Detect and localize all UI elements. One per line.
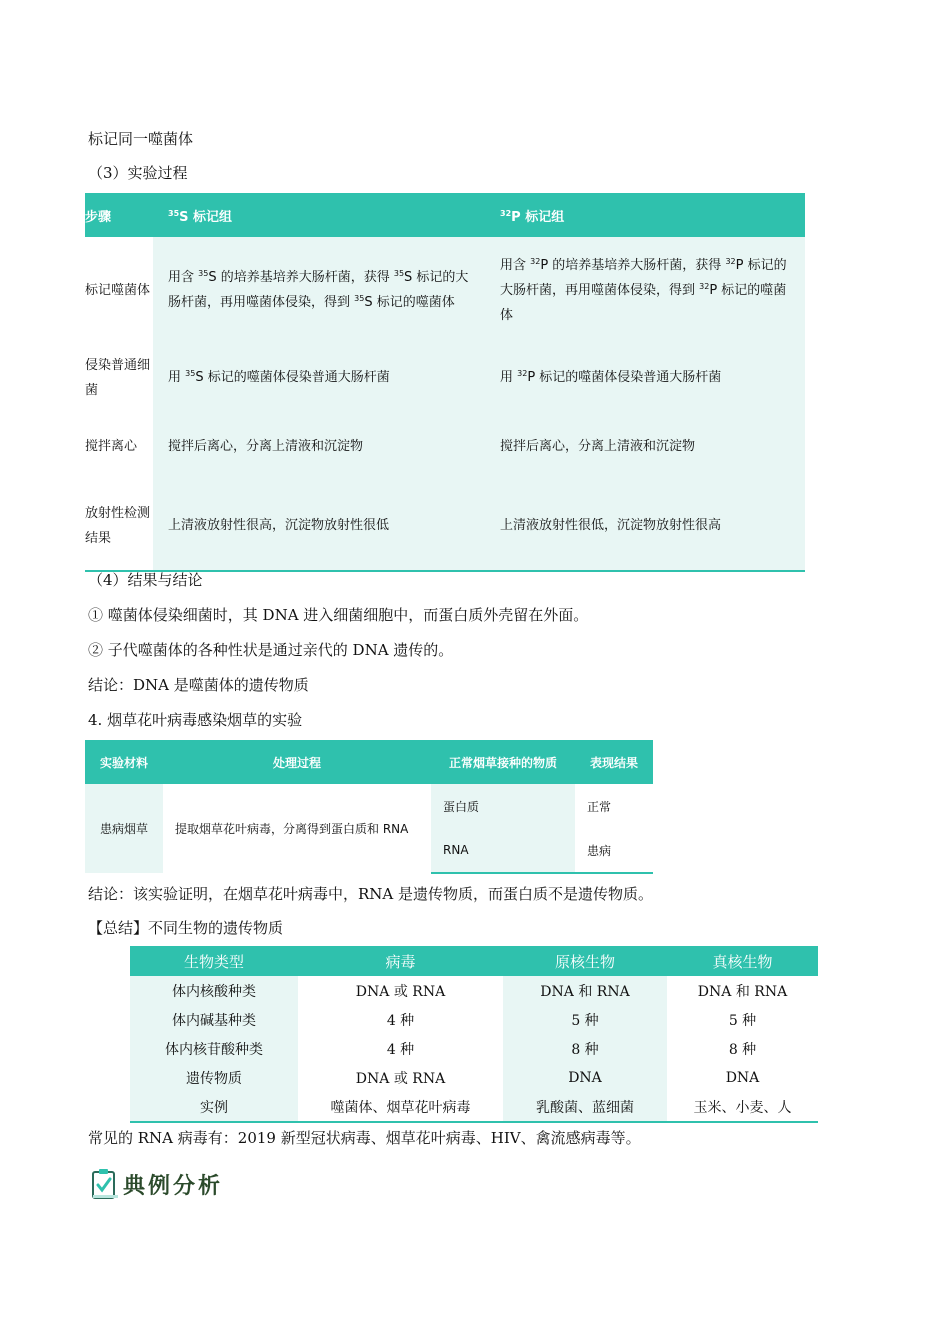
header-substance: 正常烟草接种的物质	[431, 740, 575, 784]
result-cell: 患病	[575, 828, 653, 873]
table-cell: DNA 和 RNA	[503, 976, 667, 1005]
table-row	[130, 1005, 818, 1034]
table-cell: 玉米、小麦、人	[667, 1092, 818, 1122]
result-item-2: ② 子代噬菌体的各种性状是通过亲代的 DNA 遗传的。	[88, 641, 454, 659]
section-heading-process: （3）实验过程	[88, 164, 188, 182]
header-p32: $^{32}$P 标记组	[485, 193, 805, 237]
table-row	[130, 1063, 818, 1092]
row-label: 体内核苷酸种类	[130, 1034, 298, 1063]
p32-cell: 上清液放射性很低，沉淀物放射性很高	[485, 481, 805, 571]
table-row	[85, 237, 805, 343]
header-s35: $^{35}$S 标记组	[153, 193, 485, 237]
table-row	[130, 1092, 818, 1122]
header-prokaryote: 原核生物	[503, 946, 667, 976]
experiment-process-table	[85, 193, 805, 572]
row-label: 体内核酸种类	[130, 976, 298, 1005]
s35-cell: 用含 $^{35}$S 的培养基培养大肠杆菌，获得 $^{35}$S 标记的大肠杆菌，再用噬菌体侵染，得到 $^{35}$S 标记的噬菌体	[153, 237, 485, 343]
section-heading-tmv: 4. 烟草花叶病毒感染烟草的实验	[88, 711, 303, 729]
table-cell: DNA 和 RNA	[697, 983, 788, 1000]
table-row	[130, 976, 818, 1005]
logo-text: 典例分析	[123, 1173, 224, 1199]
table-row	[130, 1034, 818, 1063]
result-item-1: ① 噬菌体侵染细菌时，其 DNA 进入细菌细胞中，而蛋白质外壳留在外面。	[88, 606, 589, 624]
row-label: 体内碱基种类	[130, 1005, 298, 1034]
header-eukaryote: 真核生物	[667, 946, 818, 976]
substance-cell: RNA	[431, 828, 575, 873]
row-label: 实例	[130, 1092, 298, 1122]
table-cell: 5 种	[728, 1012, 757, 1029]
table-cell: 8 种	[503, 1034, 667, 1063]
step-label: 侵染普通细菌	[85, 343, 153, 412]
tmv-experiment-table	[85, 740, 653, 874]
header-virus: 病毒	[298, 946, 503, 976]
table-row	[85, 784, 653, 828]
table-cell: 噬菌体、烟草花叶病毒	[298, 1092, 503, 1122]
table-header-row	[130, 946, 818, 976]
rna-virus-note: 常见的 RNA 病毒有：2019 新型冠状病毒、烟草花叶病毒、HIV、禽流感病毒等。	[88, 1129, 641, 1147]
s35-cell: 搅拌后离心，分离上清液和沉淀物	[153, 412, 485, 481]
s35-cell: 上清液放射性很高，沉淀物放射性很低	[153, 481, 485, 571]
process-cell: 提取烟草花叶病毒，分离得到蛋白质和 RNA	[175, 822, 409, 836]
header-material: 实验材料	[85, 740, 163, 784]
table-cell: DNA	[503, 1063, 667, 1092]
result-cell: 正常	[587, 799, 612, 814]
substance-cell: 蛋白质	[431, 784, 575, 828]
table-cell: DNA 或 RNA	[355, 983, 446, 1000]
header-result: 表现结果	[575, 740, 653, 784]
table-header-row	[85, 740, 653, 784]
genetic-material-table	[130, 946, 818, 1123]
table-cell: 4 种	[386, 1041, 415, 1058]
s35-cell: 用 $^{35}$S 标记的噬菌体侵染普通大肠杆菌	[153, 343, 485, 412]
table-cell: DNA	[725, 1069, 760, 1086]
table-cell: 4 种	[386, 1012, 415, 1029]
checklist-icon	[90, 1167, 120, 1201]
table-row	[85, 481, 805, 571]
step-label: 放射性检测结果	[85, 481, 153, 571]
step-label: 搅拌离心	[85, 412, 153, 481]
table-row	[85, 412, 805, 481]
header-step: 步骤	[85, 193, 153, 237]
header-process: 处理过程	[163, 740, 431, 784]
material-cell: 患病烟草	[85, 784, 163, 873]
conclusion-text: 结论：该实验证明，在烟草花叶病毒中，RNA 是遗传物质，而蛋白质不是遗传物质。	[88, 885, 654, 903]
conclusion-text: 结论：DNA 是噬菌体的遗传物质	[88, 676, 309, 694]
table-cell: DNA 或 RNA	[355, 1070, 446, 1087]
table-cell: 8 种	[728, 1041, 757, 1058]
summary-heading: 【总结】不同生物的遗传物质	[88, 919, 284, 937]
p32-cell: 用 $^{32}$P 标记的噬菌体侵染普通大肠杆菌	[485, 343, 805, 412]
section-heading-results: （4）结果与结论	[88, 571, 203, 589]
row-label: 遗传物质	[130, 1063, 298, 1092]
table-row	[85, 343, 805, 412]
table-cell: 乳酸菌、蓝细菌	[503, 1092, 667, 1122]
section-logo	[90, 1167, 240, 1201]
table-cell: 5 种	[503, 1005, 667, 1034]
table-header-row	[85, 193, 805, 237]
continued-text: 标记同一噬菌体	[88, 130, 194, 148]
header-type: 生物类型	[130, 946, 298, 976]
p32-cell: 搅拌后离心，分离上清液和沉淀物	[485, 412, 805, 481]
p32-cell: 用含 $^{32}$P 的培养基培养大肠杆菌，获得 $^{32}$P 标记的大肠杆菌，再用噬菌体侵染，得到 $^{32}$P 标记的噬菌体	[485, 237, 805, 343]
step-label: 标记噬菌体	[85, 237, 153, 343]
